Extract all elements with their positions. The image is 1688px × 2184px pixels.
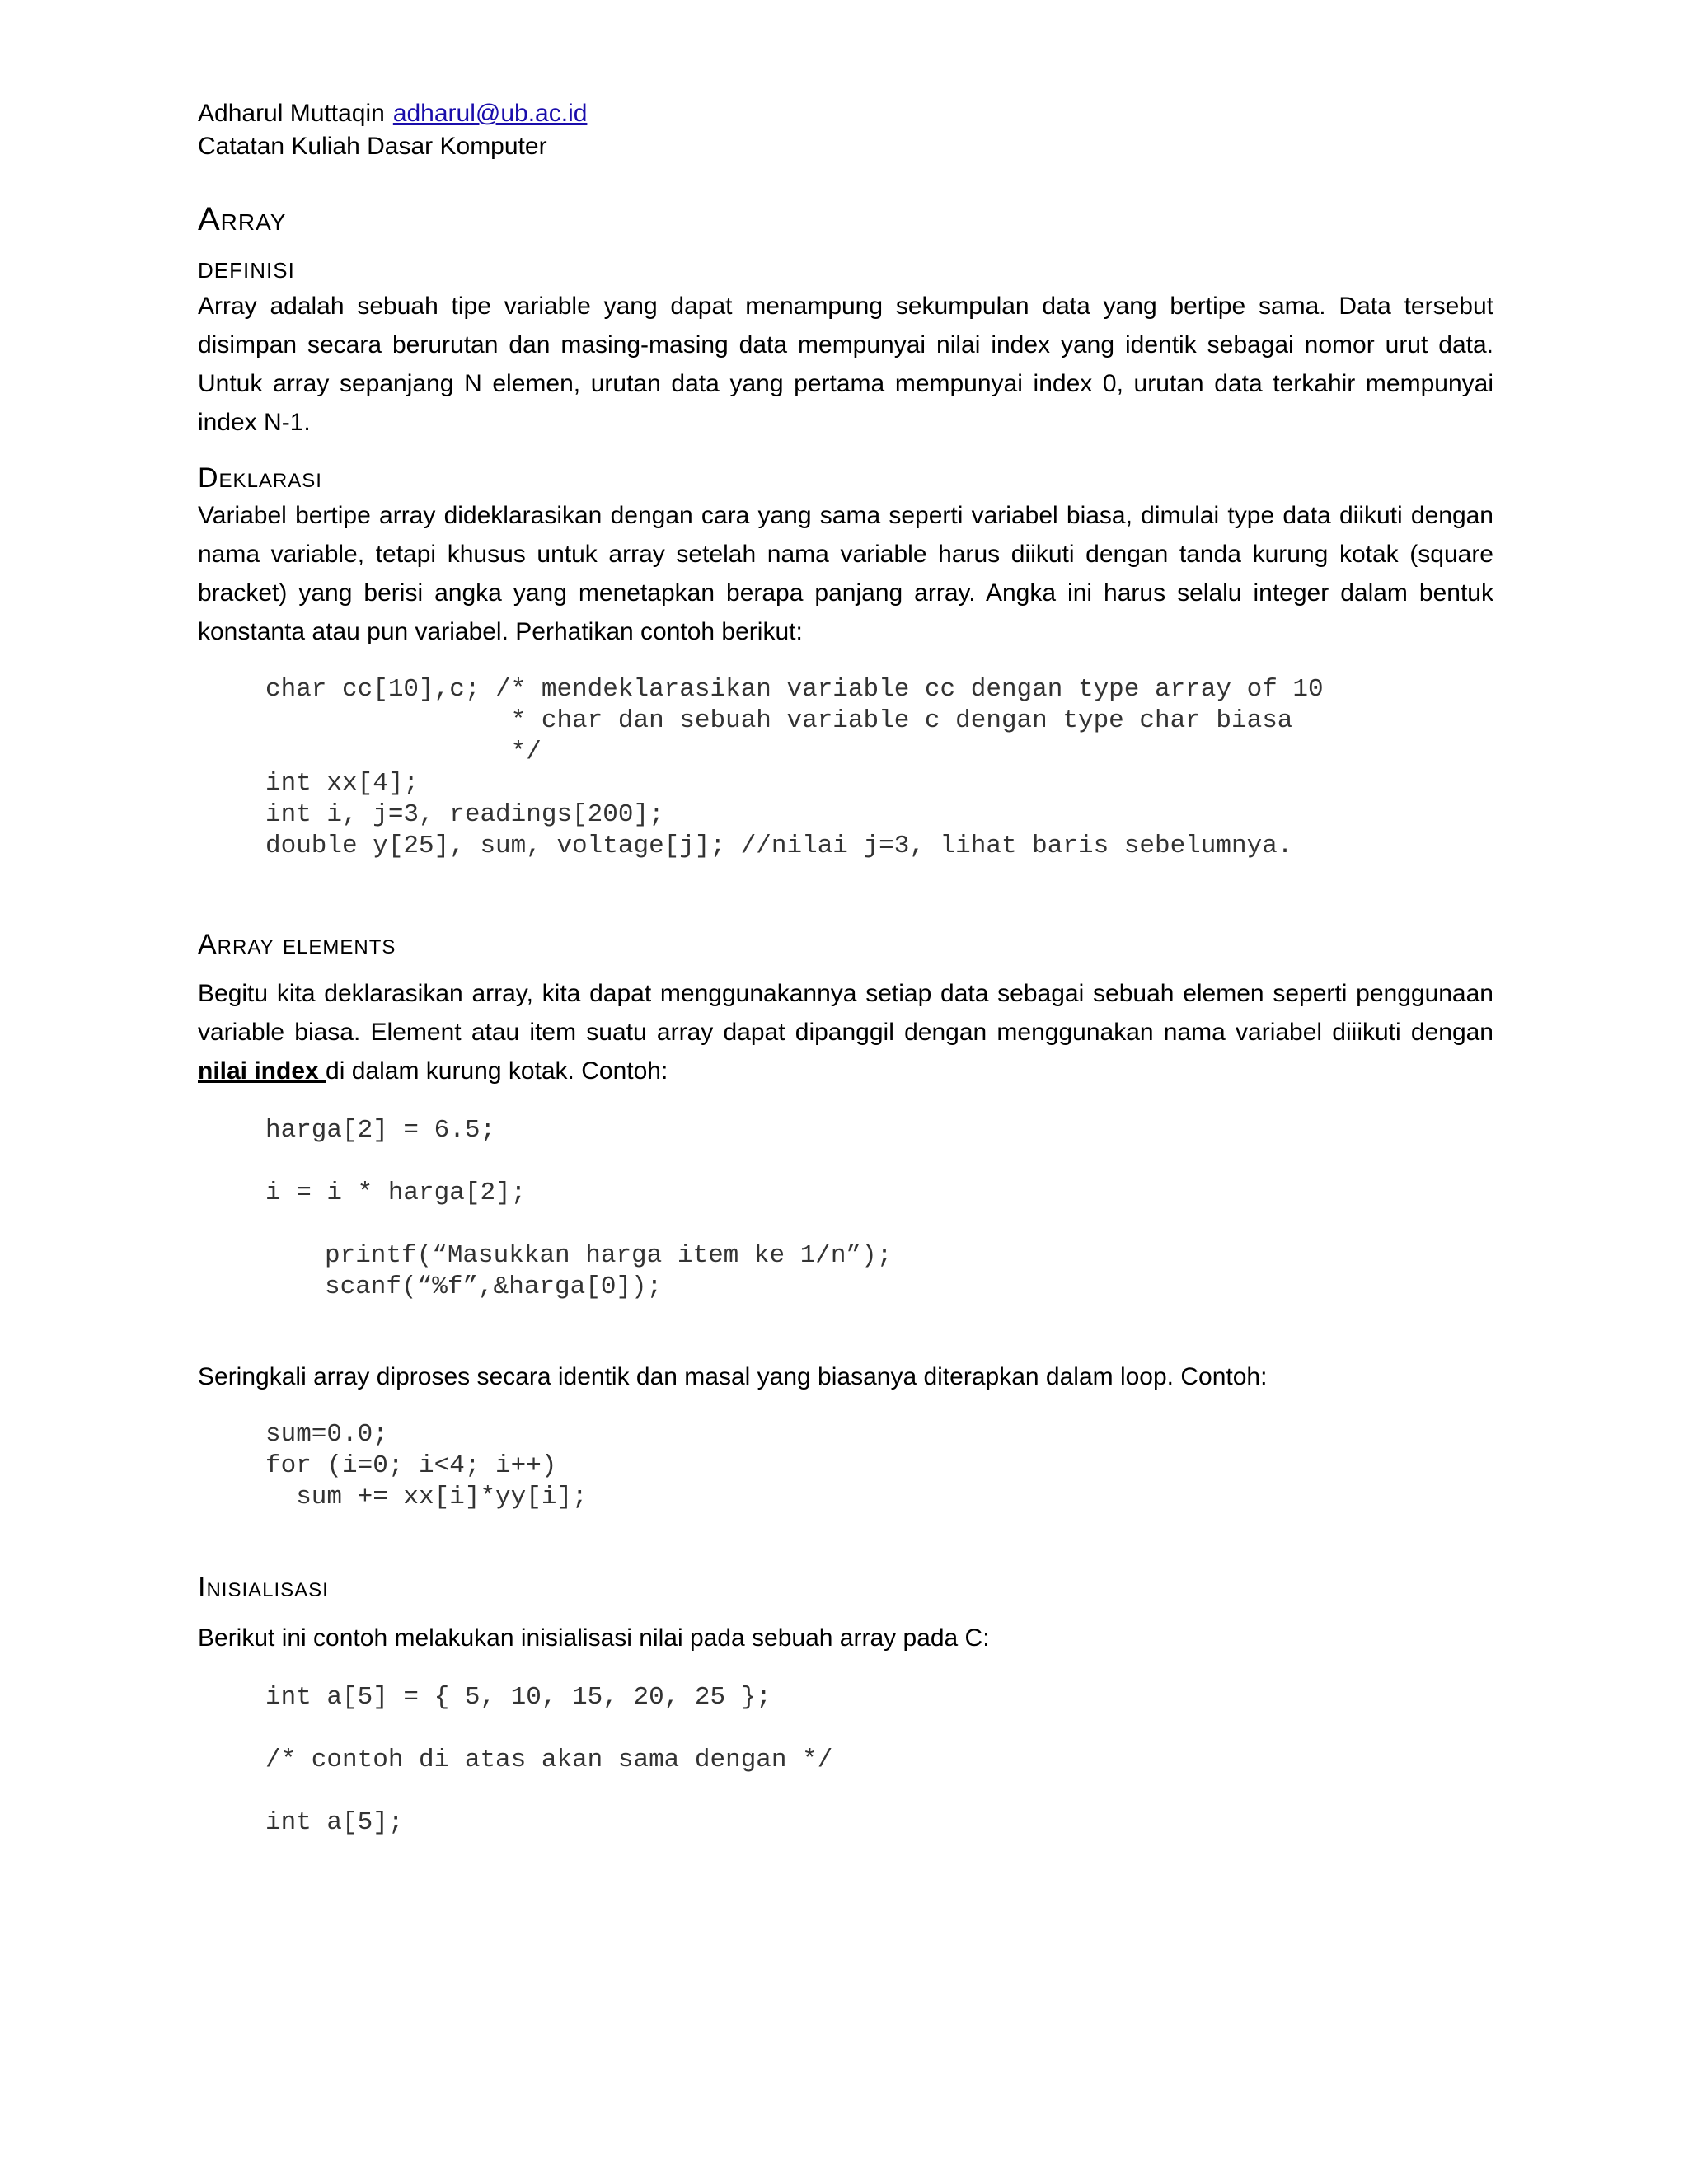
- code-block-deklarasi: char cc[10],c; /* mendeklarasikan variable cc dengan type array of 10 * char dan sebuah variable c dengan type char biasa */ int xx[4]; int i, j=3, readings[200]; double y[25], sum, voltage[j]; //nilai j=3, lihat baris sebelumnya.: [265, 675, 1324, 860]
- paragraph-definisi: Array adalah sebuah tipe variable yang dapat menampung sekumpulan data yang bertipe sama. Data tersebut disimpan secara berurutan dan masing-masing data mempunyai nilai index yang identik sebagai nomor urut data. Untuk array sepanjang N elemen, urutan data yang pertama mempunyai index 0, urutan data terkahir mempunyai index N-1.: [198, 293, 1493, 436]
- code-block-printf-scanf: printf(“Masukkan harga item ke 1/n”); scanf(“%f”,&harga[0]);: [325, 1241, 893, 1301]
- paragraph-inisialisasi: Berikut ini contoh melakukan inisialisasi nilai pada sebuah array pada C:: [198, 1624, 990, 1652]
- document-page: [198, 97, 1493, 1839]
- code-block-loop: sum=0.0; for (i=0; i<4; i++) sum += xx[i]*yy[i];: [265, 1420, 588, 1511]
- heading-deklarasi: Deklarasi: [198, 462, 322, 494]
- code-line-harga-assign: harga[2] = 6.5;: [265, 1116, 496, 1145]
- code-line-harga-multiply: i = i * harga[2];: [265, 1179, 527, 1207]
- code-line-init-decl: int a[5];: [265, 1808, 404, 1837]
- author-email-link[interactable]: adharul@ub.ac.id: [392, 100, 588, 127]
- heading-definisi: DEFINISI: [198, 258, 295, 283]
- course-title: Catatan Kuliah Dasar Komputer: [198, 133, 547, 160]
- author-name: Adharul Muttaqin: [198, 100, 385, 127]
- code-line-init-comment: /* contoh di atas akan sama dengan */: [265, 1746, 833, 1774]
- paragraph-loop-intro: Seringkali array diproses secara identik dan masal yang biasanya diterapkan dalam loop. Contoh:: [198, 1363, 1268, 1390]
- heading-inisialisasi: Inisialisasi: [198, 1572, 329, 1603]
- paragraph-array-elements-text-after: di dalam kurung kotak. Contoh:: [326, 1057, 668, 1085]
- page-title: Array: [198, 201, 287, 237]
- paragraph-deklarasi: Variabel bertipe array dideklarasikan dengan cara yang sama seperti variabel biasa, dimulai type data diikuti dengan nama variable, tetapi khusus untuk array setelah nama variable harus diikuti dengan tanda kurung kotak (square bracket) yang berisi angka yang menetapkan berapa panjang array. Angka ini harus selalu integer dalam bentuk konstanta atau pun variabel. Perhatikan contoh berikut:: [198, 502, 1493, 645]
- heading-array-elements: Array elements: [198, 929, 396, 960]
- paragraph-array-elements-text-before: Begitu kita deklarasikan array, kita dapat menggunakannya setiap data sebagai sebuah elemen seperti penggunaan variable biasa. Element atau item suatu array dapat dipanggil dengan menggunakan nama variabel diiikuti dengan: [198, 980, 1493, 1046]
- paragraph-array-elements: [198, 974, 1493, 1090]
- emphasis-nilai-index: nilai index: [198, 1057, 326, 1085]
- code-line-init-array: int a[5] = { 5, 10, 15, 20, 25 };: [265, 1683, 771, 1712]
- author-line: [198, 97, 1493, 130]
